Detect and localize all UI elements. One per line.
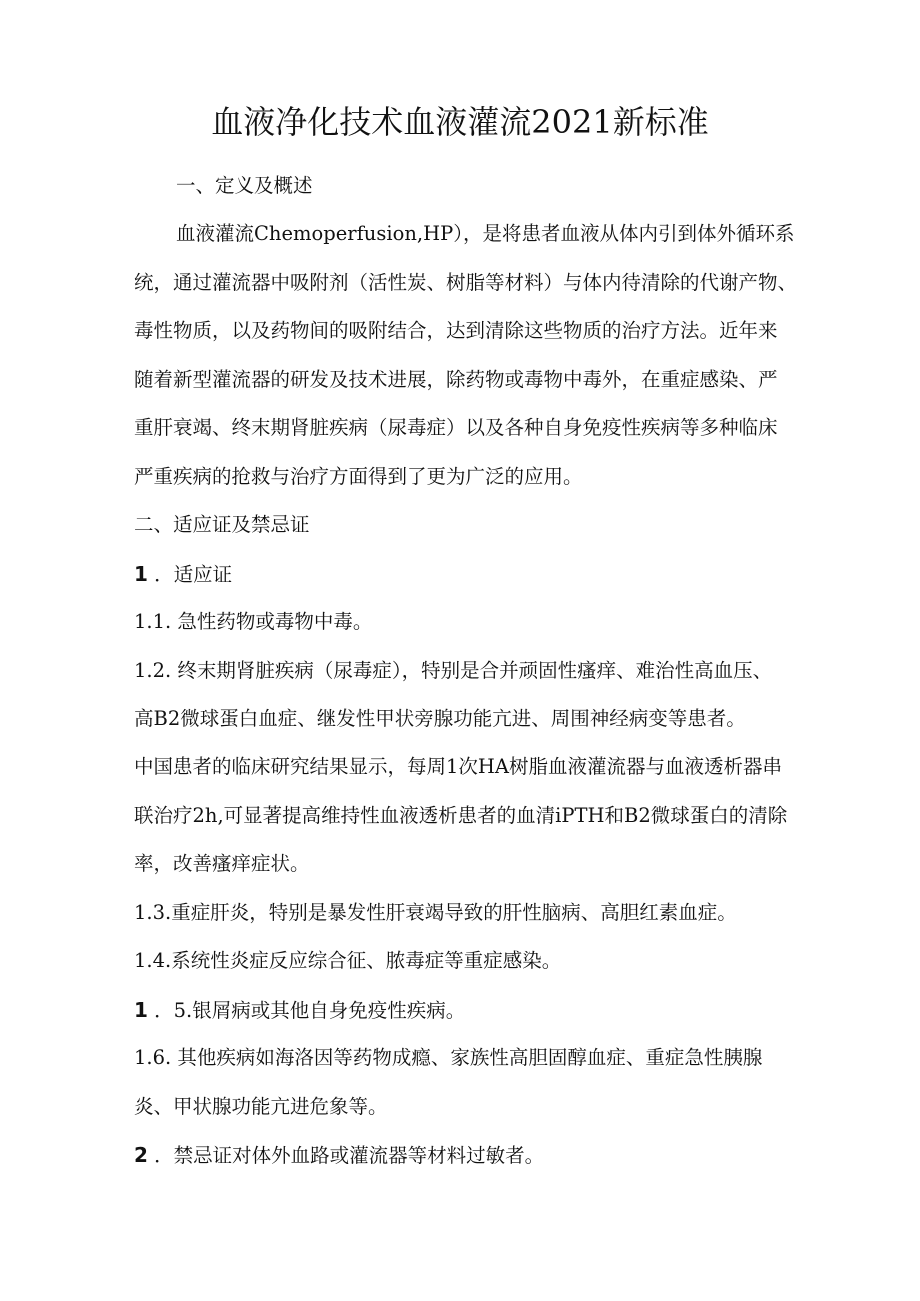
subsection-heading-indications xyxy=(134,559,232,590)
subsection-label: ．适应证 xyxy=(154,563,233,586)
paragraph-line: 重肝衰竭、终末期肾脏疾病（尿毒症）以及各种自身免疫性疾病等多种临床 xyxy=(134,416,778,439)
document-title: 血液净化技术血液灌流2021新标准 xyxy=(211,103,709,141)
list-item: 1.1. 急性药物或毒物中毒。 xyxy=(134,610,373,633)
paragraph-line: 中国患者的临床研究结果显示，每周1次HA树脂血液灌流器与血液透析器串 xyxy=(134,755,782,778)
paragraph-line: 炎、甲状腺功能亢进危象等。 xyxy=(134,1095,388,1118)
list-number: 1 xyxy=(134,562,148,586)
paragraph-line: 联治疗2h,可显著提高维持性血液透析患者的血清iPTH和B2微球蛋白的清除 xyxy=(134,804,788,827)
section-heading-definition: 一、定义及概述 xyxy=(176,174,313,197)
paragraph-line: 血液灌流Chemoperfusion,HP），是将患者血液从体内引到体外循环系 xyxy=(176,222,795,245)
paragraph-line: 严重疾病的抢救与治疗方面得到了更为广泛的应用。 xyxy=(134,465,583,488)
list-item-text: ．5.银屑病或其他自身免疫性疾病。 xyxy=(154,999,466,1022)
list-item: 1.2. 终末期肾脏疾病（尿毒症），特别是合并顽固性瘙痒、难治性高血压、 xyxy=(134,659,773,682)
list-item xyxy=(134,995,465,1026)
subsection-heading-contraindications xyxy=(134,1140,544,1171)
paragraph-line: 统，通过灌流器中吸附剂（活性炭、树脂等材料）与体内待清除的代谢产物、 xyxy=(134,271,798,294)
subsection-label: ．禁忌证对体外血路或灌流器等材料过敏者。 xyxy=(154,1144,545,1167)
list-item: 1.4.系统性炎症反应综合征、脓毒症等重症感染。 xyxy=(134,949,562,972)
paragraph-line: 高B2微球蛋白血症、继发性甲状旁腺功能亢进、周围神经病变等患者。 xyxy=(134,707,746,730)
list-item: 1.3.重症肝炎，特别是暴发性肝衰竭导致的肝性脑病、高胆红素血症。 xyxy=(134,901,737,924)
paragraph-line: 毒性物质，以及药物间的吸附结合，达到清除这些物质的治疗方法。近年来 xyxy=(134,319,778,342)
list-number: 1 xyxy=(134,998,148,1022)
list-number: 2 xyxy=(134,1143,148,1167)
list-item: 1.6. 其他疾病如海洛因等药物成瘾、家族性高胆固醇血症、重症急性胰腺 xyxy=(134,1046,763,1069)
section-heading-indications: 二、适应证及禁忌证 xyxy=(134,513,310,536)
paragraph-line: 随着新型灌流器的研发及技术进展，除药物或毒物中毒外，在重症感染、严 xyxy=(134,368,778,391)
paragraph-line: 率，改善瘙痒症状。 xyxy=(134,852,310,875)
